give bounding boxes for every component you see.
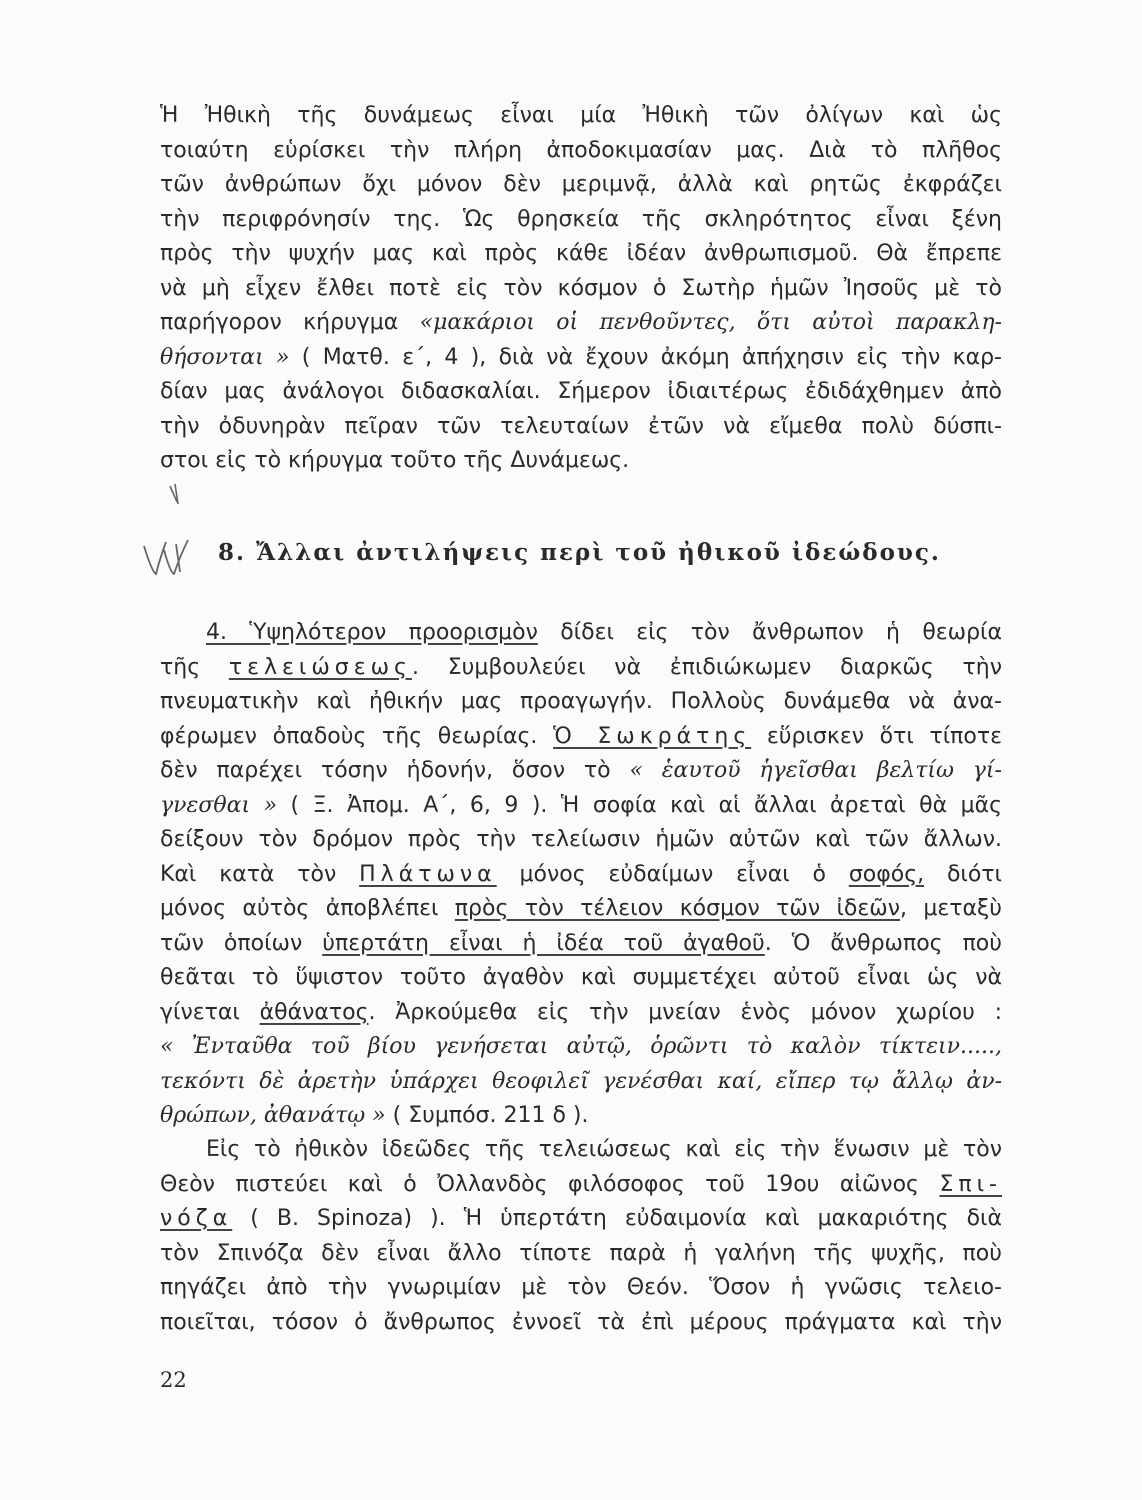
paragraph-perfection-theory xyxy=(160,616,1002,1134)
underlined-phrase: 4. Ὑψηλότερον προορισμὸν xyxy=(206,620,538,645)
text-run: τῆς xyxy=(160,654,229,680)
text-line xyxy=(160,616,1002,651)
section-heading: 8. Ἄλλαι ἀντιλήψεις περὶ τοῦ ἠθικοῦ ἰδεώδους. xyxy=(218,539,941,566)
text-line: ποιεῖται, τόσον ὁ ἄνθρωπος ἐννοεῖ τὰ ἐπὶ μέρους πράγματα καὶ τὴν xyxy=(160,1309,1002,1335)
quote-line: « Ἐνταῦθα τοῦ βίου γενήσεται αὐτῷ, ὁρῶντι τὸ καλὸν τίκτειν....., xyxy=(160,1034,1002,1059)
text-run: Εἰς τὸ ἠθικὸν ἰδεῶδες τῆς τελειώσεως καὶ εἰς τὴν ἕνωσιν μὲ τὸν xyxy=(206,1137,1002,1162)
text-line xyxy=(160,996,1002,1031)
text-line: δίαν μας ἀνάλογοι διδασκαλίαι. Σήμερον ἰδιαιτέρως ἐδιδάχθημεν ἀπὸ xyxy=(160,379,1002,404)
text-line: θεᾶται τὸ ὕψιστον τοῦτο ἀγαθὸν καὶ συμμετέχει αὐτοῦ εἶναι ὡς νὰ xyxy=(160,965,1002,990)
text-line xyxy=(160,1099,1002,1134)
spaced-term: τελειώσεως xyxy=(228,654,412,680)
text-run: . Ὁ ἄνθρωπος ποὺ xyxy=(764,930,1002,956)
name-spinoza: Σπι- xyxy=(939,1171,1002,1197)
text-run: ( Συμπόσ. 211 δ ). xyxy=(385,1103,589,1128)
paragraph-ethics-of-power xyxy=(160,99,1002,479)
text-run: γίνεται xyxy=(160,999,260,1025)
text-run: ( B. Spinoza) ). Ἡ ὑπερτάτη εὐδαιμονία καὶ μακαριότης διὰ xyxy=(232,1206,1002,1231)
text-line: πρὸς τὴν ψυχήν μας καὶ πρὸς κάθε ἰδέαν ἀνθρωπισμοῦ. Θὰ ἔπρεπε xyxy=(160,241,1002,266)
text-run: Θεὸν πιστεύει καὶ ὁ Ὀλλανδὸς φιλόσοφος τοῦ 19ου αἰῶνος xyxy=(160,1171,940,1197)
name-plato: Πλάτωνα xyxy=(359,861,497,887)
text-run: Καὶ κατὰ τὸν xyxy=(160,861,360,887)
text-line: τὸν Σπινόζα δὲν εἶναι ἄλλο τίποτε παρὰ ἡ γαλήνη τῆς ψυχῆς, ποὺ xyxy=(160,1240,1002,1266)
underlined-phrase: πρὸς τὸν τέλειον κόσμον τῶν ἰδεῶν xyxy=(454,896,901,921)
text-run: . Ἀρκούμεθα εἰς τὴν μνείαν ἑνὸς μόνον χωρίου : xyxy=(368,999,1002,1025)
text-line xyxy=(160,789,1002,824)
text-line: δείξουν τὸν δρόμον πρὸς τὴν τελείωσιν ἡμῶν αὐτῶν καὶ τῶν ἄλλων. xyxy=(160,827,1002,852)
text-run: μόνος αὐτὸς ἀποβλέπει xyxy=(160,896,455,921)
paragraph-spinoza xyxy=(160,1133,1002,1340)
text-run: διότι xyxy=(924,861,1002,887)
text-run: . Συμβουλεύει νὰ ἐπιδιώκωμεν διαρκῶς τὴν xyxy=(411,654,1002,680)
text-line: τοιαύτη εὑρίσκει τὴν πλήρη ἀποδοκιμασίαν μας. Διὰ τὸ πλῆθος xyxy=(160,137,1002,163)
quote-text: γνεσθαι » xyxy=(160,792,278,818)
text-run: τῶν ὁποίων xyxy=(160,930,323,956)
text-line xyxy=(160,1168,1002,1203)
text-run: παρήγορον κήρυγμα xyxy=(160,310,420,335)
text-line xyxy=(160,892,1002,927)
text-line: τὴν ὀδυνηρὰν πεῖραν τῶν τελευταίων ἐτῶν νὰ εἴμεθα πολὺ δύσπι- xyxy=(160,413,1002,439)
scripture-quote: «μακάριοι οἱ πενθοῦντες, ὅτι αὐτοὶ παρακλη- xyxy=(419,310,1002,335)
scripture-quote: θήσονται » xyxy=(160,344,290,370)
quote-line: τεκόντι δὲ ἀρετὴν ὑπάρχει θεοφιλεῖ γενέσθαι καί, εἴπερ τῳ ἄλλῳ ἀν- xyxy=(160,1068,1002,1094)
name-spinoza: νόζα xyxy=(160,1206,233,1231)
quote-text: « ἑαυτοῦ ἡγεῖσθαι βελτίω γί- xyxy=(629,758,1002,783)
text-line: πνευματικὴν καὶ ἠθικήν μας προαγωγήν. Πολλοὺς δυνάμεθα νὰ ἀνα- xyxy=(160,689,1002,714)
text-run: ( Ματθ. ε΄, 4 ), διὰ νὰ ἔχουν ἀκόμη ἀπήχησιν εἰς τὴν καρ- xyxy=(289,344,1002,370)
text-line: Ἡ Ἠθικὴ τῆς δυνάμεως εἶναι μία Ἠθικὴ τῶν ὀλίγων καὶ ὡς xyxy=(160,103,1002,128)
text-line: στοι εἰς τὸ κήρυγμα τοῦτο τῆς Δυνάμεως. xyxy=(160,448,630,473)
text-line xyxy=(160,651,1002,686)
text-line xyxy=(160,720,1002,755)
underlined-phrase: σοφός, xyxy=(848,861,925,887)
text-line xyxy=(160,341,1002,376)
text-line: πηγάζει ἀπὸ τὴν γνωριμίαν μὲ τὸν Θεόν. Ὅσον ἡ γνῶσις τελειο- xyxy=(160,1275,1002,1300)
name-socrates: Ὁ Σωκράτης xyxy=(553,723,752,749)
underlined-phrase: ὑπερτάτη εἶναι ἡ ἰδέα τοῦ ἀγαθοῦ xyxy=(322,930,765,956)
text-line xyxy=(160,306,1002,341)
text-line xyxy=(160,1133,1002,1168)
text-line xyxy=(160,1202,1002,1237)
text-run: μόνος εὐδαίμων εἶναι ὁ xyxy=(496,861,849,887)
text-run: δίδει εἰς τὸν ἄνθρωπον ἡ θεωρία xyxy=(537,620,1002,645)
text-line: νὰ μὴ εἶχεν ἔλθει ποτὲ εἰς τὸν κόσμον ὁ Σωτὴρ ἡμῶν Ἰησοῦς μὲ τὸ xyxy=(160,275,1002,301)
text-line xyxy=(160,927,1002,962)
text-run: εὕρισκεν ὅτι τίποτε xyxy=(751,723,1002,749)
text-run: δὲν παρέχει τόσην ἡδονήν, ὅσον τὸ xyxy=(160,758,630,783)
text-run: , μεταξὺ xyxy=(900,896,1002,921)
text-line: τῶν ἀνθρώπων ὄχι μόνον δὲν μεριμνᾷ, ἀλλὰ καὶ ρητῶς ἐκφράζει xyxy=(160,172,1002,197)
text-line: τὴν περιφρόνησίν της. Ὡς θρησκεία τῆς σκληρότητος εἶναι ξένη xyxy=(160,206,1002,232)
handwritten-margin-mark xyxy=(140,480,220,590)
quote-text: θρώπων, ἀθανάτῳ » xyxy=(160,1103,386,1128)
text-run: φέρωμεν ὀπαδοὺς τῆς θεωρίας. xyxy=(160,723,554,749)
text-line xyxy=(160,858,1002,893)
text-run: ( Ξ. Ἀπομ. Α΄, 6, 9 ). Ἡ σοφία καὶ αἱ ἄλλαι ἀρεταὶ θὰ μᾶς xyxy=(277,792,1002,818)
underlined-phrase: ἀθάνατος xyxy=(259,999,369,1025)
page-number: 22 xyxy=(160,1368,187,1392)
text-line xyxy=(160,754,1002,789)
